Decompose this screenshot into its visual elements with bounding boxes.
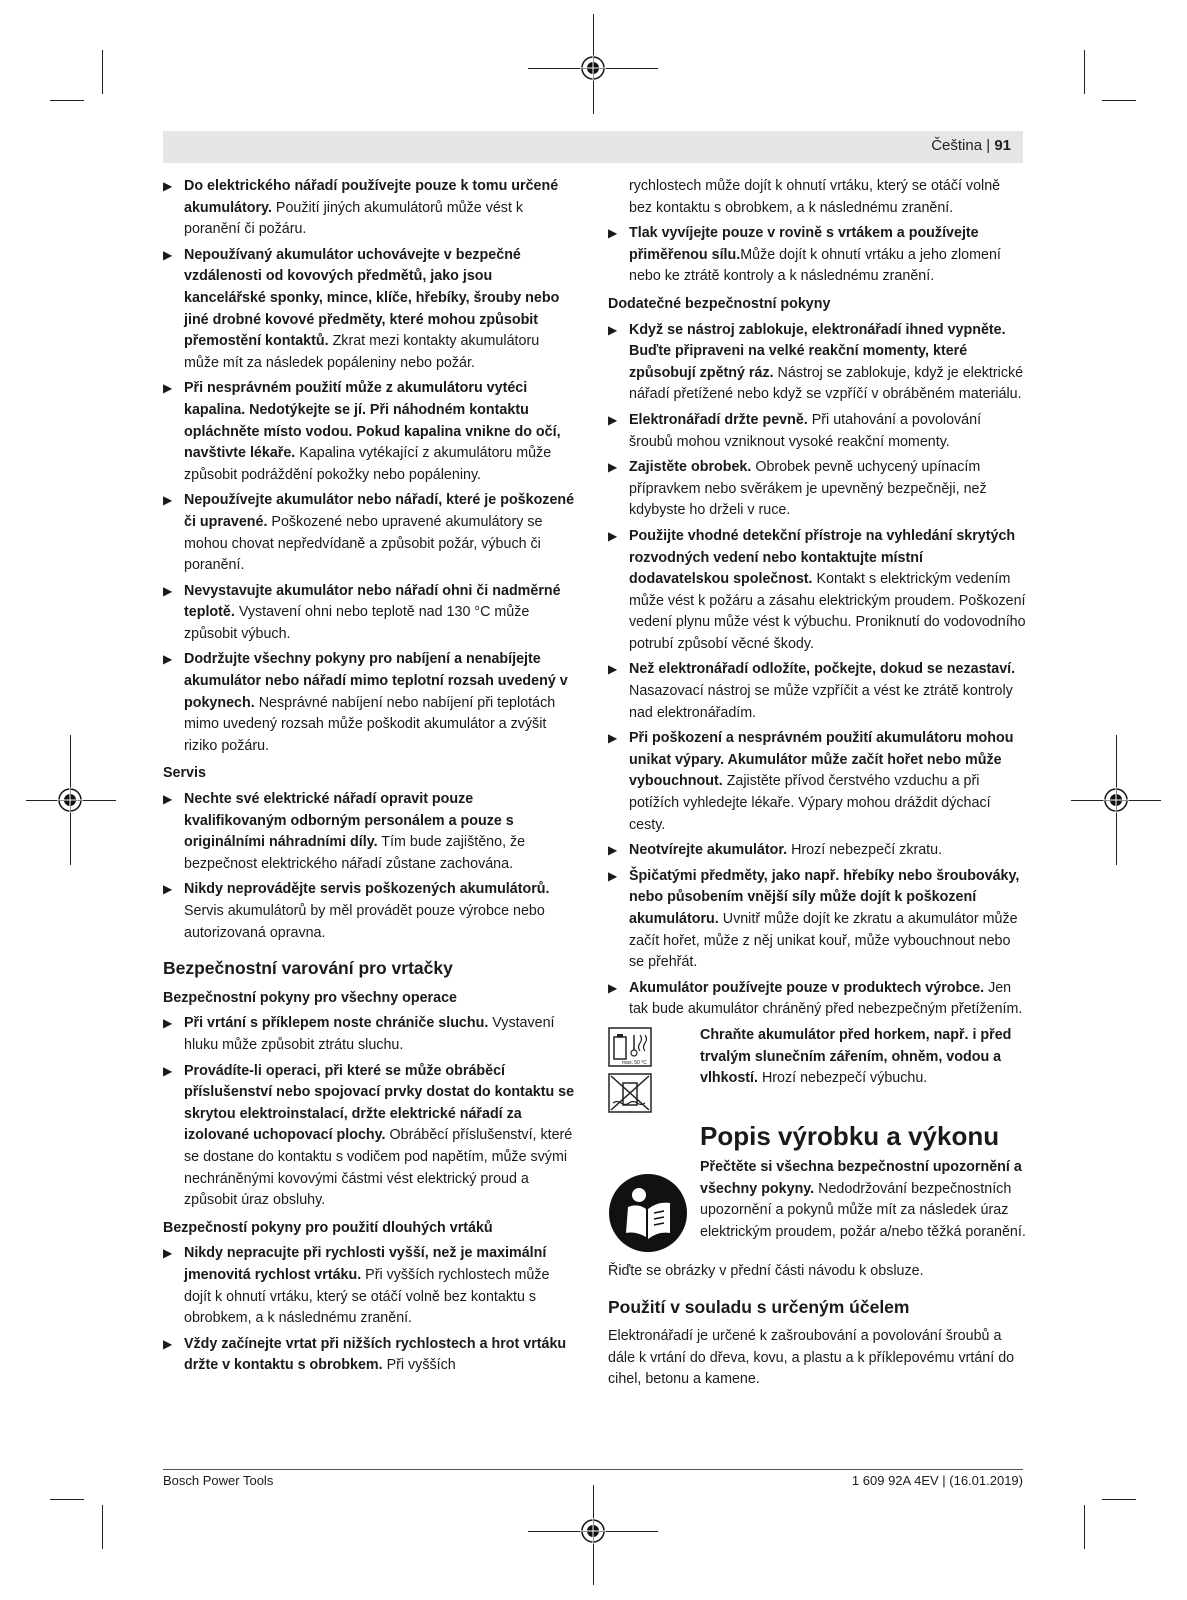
- crop-mark: [102, 50, 103, 94]
- bullet-list-pressure: [608, 223, 1026, 288]
- servis-heading: Servis: [163, 765, 206, 782]
- bullet-item: [608, 457, 1026, 522]
- bullet-text: Zkrat mezi kontakty akumulátoru může mít za následek popáleniny nebo požár.: [184, 333, 540, 371]
- footer-brand: Bosch Power Tools: [163, 1473, 274, 1488]
- bullet-arrow-icon: ▶: [608, 460, 618, 475]
- crop-mark: [50, 1499, 84, 1500]
- bullet-arrow-icon: ▶: [163, 1063, 173, 1078]
- crop-mark: [1084, 50, 1085, 94]
- heat-icons: [608, 1027, 652, 1113]
- product-heading: Popis výrobku a výkonu: [700, 1120, 1000, 1151]
- bullet-bold-text: Při vrtání s příklepem noste chrániče sluchu.: [184, 1015, 489, 1032]
- bullet-item: [608, 410, 1026, 453]
- bullet-bold-text: Provádíte-li operaci, při které se může obráběcí příslušenství nebo spojovací prvky dostat do kontaktu se skrytou elektroinstalací, držte elektrické nářadí za izolované uchopovací plochy.: [184, 1062, 575, 1144]
- bullet-arrow-icon: ▶: [608, 662, 618, 677]
- bullet-arrow-icon: ▶: [608, 980, 618, 995]
- bullet-arrow-icon: ▶: [163, 792, 173, 807]
- registration-mark-icon: [580, 55, 606, 81]
- bullet-bold-text: Nechte své elektrické nářadí opravit pouze kvalifikovaným odborným personálem a pouze s originálními náhradními díly.: [184, 791, 514, 851]
- bullet-item: [608, 223, 1026, 288]
- header-separator: |: [986, 137, 991, 154]
- bullet-item: [163, 879, 578, 944]
- bullet-arrow-icon: ▶: [163, 652, 173, 667]
- bullet-bold-text: Použijte vhodné detekční přístroje na vyhledání skrytých rozvodných vedení nebo kontaktujte místní dodavatelskou společnost.: [629, 527, 1016, 588]
- bullet-list-all-ops: [163, 1013, 578, 1211]
- bullet-text: Servis akumulátorů by měl provádět pouze výrobce nebo autorizovaná opravna.: [184, 903, 545, 941]
- bullet-text: Kontakt s elektrickým vedením může vést k požáru a zásahu elektrickým proudem. Poškození vedení plynu může vést k výbuchu. Proniknutí do vodovodního potrubí způsobí věcné škody.: [629, 571, 1026, 652]
- bullet-arrow-icon: ▶: [163, 1016, 173, 1031]
- bullet-text: Jen tak bude akumulátor chráněný před nebezpečným přetížením.: [629, 979, 1023, 1018]
- bullet-item: [163, 378, 578, 486]
- bullet-item: [163, 1013, 578, 1056]
- bullet-item: [163, 581, 578, 646]
- bullet-bold-text: Nepoužívaný akumulátor uchovávejte v bezpečné vzdálenosti od kovových předmětů, jako jsou kancelářské sponky, mince, klíče, hřebíky, šrouby nebo jiné drobné kovové předměty, které mohou způsobit přemostění kontaktů.: [184, 246, 560, 350]
- bullet-bold-text: Nikdy nepracujte při rychlosti vyšší, než je maximální jmenovitá rychlost vrtáku.: [184, 1245, 547, 1283]
- heat-notice: [608, 1025, 1026, 1111]
- read-manual-icon: [608, 1173, 688, 1253]
- header-text: [931, 137, 1011, 154]
- crop-mark: [1102, 1499, 1136, 1500]
- bullet-bold-text: Do elektrického nářadí používejte pouze k tomu určené akumulátory.: [184, 178, 559, 216]
- bullet-bold-text: Akumulátor používejte pouze v produktech výrobce.: [629, 979, 985, 996]
- bullet-text: Obrobek pevně uchycený upínacím přípravkem nebo svěrákem je upevněný bezpečněji, než kdybyste ho drželi v ruce.: [629, 459, 987, 519]
- bullet-text: Vystavení hluku může způsobit ztrátu sluchu.: [184, 1015, 555, 1053]
- bullet-item: [608, 728, 1026, 836]
- read-notice-bold: Přečtěte si všechna bezpečnostní upozornění a všechny pokyny.: [700, 1158, 1022, 1197]
- bullet-text: Nasazovací nástroj se může vzpříčit a vést ke ztrátě kontroly nad elektronářadím.: [629, 683, 1013, 721]
- bullet-text: Uvnitř může dojít ke zkratu a akumulátor může začít hořet, může z něj unikat kouř, může vybouchnout nebo se přehřát.: [629, 911, 1018, 971]
- bullet-arrow-icon: ▶: [608, 226, 618, 241]
- bullet-arrow-icon: ▶: [608, 731, 618, 746]
- read-icons: [608, 1173, 688, 1261]
- bullet-arrow-icon: ▶: [608, 868, 618, 883]
- bullet-text: Zajistěte přívod čerstvého vzduchu a při potížích vyhledejte lékaře. Výpary mohou dráždit dýchací cesty.: [629, 773, 991, 833]
- intended-use-heading: Použití v souladu s určeným účelem: [608, 1296, 910, 1317]
- bullet-bold-text: Při nesprávném použití může z akumulátoru vytéci kapalina. Nedotýkejte se jí. Při náhodném kontaktu opláchněte místo vodou. Pokud kapalina vnikne do očí, navštivte lékaře.: [184, 380, 561, 462]
- all-ops-heading: Bezpečnostní pokyny pro všechny operace: [163, 989, 457, 1006]
- page-number: 91: [994, 137, 1011, 154]
- bullet-arrow-icon: ▶: [163, 583, 173, 598]
- registration-mark-icon: [1103, 787, 1129, 813]
- bullet-text: Nesprávné nabíjení nebo nabíjení při teplotách mimo uvedený rozsah může poškodit akumulátor a zvýšit riziko požáru.: [184, 694, 556, 754]
- bullet-bold-text: Nikdy neprovádějte servis poškozených akumulátorů.: [184, 881, 550, 898]
- bullet-item: [163, 649, 578, 757]
- bullet-arrow-icon: ▶: [163, 1246, 173, 1261]
- read-notice: [608, 1157, 1026, 1257]
- bullet-bold-text: Elektronářadí držte pevně.: [629, 411, 808, 428]
- heat-notice-text: Hrozí nebezpečí výbuchu.: [758, 1070, 928, 1087]
- registration-mark-icon: [580, 1518, 606, 1544]
- additional-heading: Dodatečné bezpečnostní pokyny: [608, 295, 831, 312]
- bullet-text: Vystavení ohni nebo teplotě nad 130 °C může způsobit výbuch.: [184, 604, 530, 642]
- bullet-arrow-icon: ▶: [163, 882, 173, 897]
- bullet-text: Obráběcí příslušenství, které se dostane do kontaktu s vodičem pod napětím, může svými nechráněnými kovovými částmi vést elektrický proud a způsobit úraz obsluhy.: [184, 1127, 573, 1209]
- bullet-item: [163, 245, 578, 375]
- heat-notice-bold: Chraňte akumulátor před horkem, např. i před trvalým slunečním zářením, ohněm, vodou a vlhkostí.: [700, 1026, 1012, 1087]
- registration-mark-icon: [57, 787, 83, 813]
- bullet-arrow-icon: ▶: [163, 179, 173, 193]
- footer-rule: [163, 1469, 1023, 1470]
- header-language: Čeština: [931, 137, 983, 154]
- bullet-bold-text: Tlak vyvíjejte pouze v rovině s vrtákem a používejte přiměřenou sílu.: [629, 225, 979, 263]
- bullet-item: [608, 526, 1026, 656]
- bullet-item: [608, 840, 1026, 862]
- bullet-text: Při vyšších rychlostech může dojít k ohnutí vrtáku, který se otáčí volně bez kontaktu s obrobkem, a k následnému zranění.: [184, 1266, 550, 1327]
- figures-note: Řiďte se obrázky v přední části návodu k obsluze.: [608, 1262, 924, 1279]
- crop-mark: [1102, 100, 1136, 101]
- bullet-item: [163, 490, 578, 576]
- bullet-text: Hrozí nebezpečí zkratu.: [787, 842, 943, 859]
- battery-water-crossed-icon: [608, 1073, 652, 1113]
- bullet-bold-text: Nevystavujte akumulátor nebo nářadí ohni či nadměrné teplotě.: [184, 582, 561, 621]
- crop-mark: [50, 100, 84, 101]
- bullet-bold-text: Než elektronářadí odložíte, počkejte, dokud se nezastaví.: [629, 661, 1016, 678]
- bullet-bold-text: Vždy začínejte vrtat při nižších rychlostech a hrot vrtáku držte v kontaktu s obrobkem.: [184, 1335, 567, 1374]
- bullet-bold-text: Nepoužívejte akumulátor nebo nářadí, které je poškozené či upravené.: [184, 492, 575, 530]
- bullet-arrow-icon: ▶: [163, 381, 173, 396]
- bullet-arrow-icon: ▶: [163, 493, 173, 508]
- bullet-item: [163, 1243, 578, 1329]
- bullet-arrow-icon: ▶: [608, 843, 618, 858]
- drill-safety-heading: Bezpečnostní varování pro vrtačky: [163, 958, 453, 979]
- bullet-list-servis: [163, 789, 578, 944]
- right-column: [608, 176, 1026, 1395]
- bullet-item: [608, 866, 1026, 974]
- bullet-bold-text: Když se nástroj zablokuje, elektronářadí ihned vypněte. Buďte připraveni na velké reakční momenty, které způsobují zpětný ráz.: [629, 321, 1006, 381]
- continuation-text: rychlostech může dojít k ohnutí vrtáku, který se otáčí volně bez kontaktu s obrobkem, a k následnému zranění.: [629, 178, 1001, 216]
- bullet-text: Použití jiných akumulátorů může vést k poranění či požáru.: [184, 199, 524, 238]
- bullet-bold-text: Neotvírejte akumulátor.: [629, 842, 788, 859]
- bullet-item: [163, 789, 578, 875]
- bullet-item: [608, 659, 1026, 724]
- bullet-item: [608, 978, 1026, 1021]
- bullet-arrow-icon: ▶: [163, 1336, 173, 1351]
- bullet-text: Kapalina vytékající z akumulátoru může způsobit podráždění pokožky nebo popáleniny.: [184, 445, 552, 483]
- crop-mark: [1084, 1505, 1085, 1549]
- bullet-text: Může dojít k ohnutí vrtáku a jeho zlomení nebo ke ztrátě kontroly a k následnému zranění.: [629, 246, 1001, 285]
- battery-heat-icon: [608, 1027, 652, 1067]
- bullet-text: Nástroj se zablokuje, když je elektrické nářadí přetížené nebo když se vzpříčí v obráběném materiálu.: [629, 364, 1024, 403]
- heat-icon-label: max. 50 °C: [622, 1059, 647, 1066]
- bullet-bold-text: Dodržujte všechny pokyny pro nabíjení a nenabíjejte akumulátor nebo nářadí mimo teplotní rozsah uvedený v pokynech.: [184, 651, 568, 711]
- bullet-text: Při vyšších: [382, 1357, 456, 1374]
- bullet-item: [163, 1061, 578, 1212]
- bullet-text: Při utahování a povolování šroubů mohou vzniknout vysoké reakční momenty.: [629, 411, 982, 450]
- page-header: [163, 131, 1023, 163]
- bullet-list-additional: [608, 320, 1026, 1021]
- bullet-bold-text: Špičatými předměty, jako např. hřebíky nebo šroubováky, nebo působením vnější síly může dojít k poškození akumulátoru.: [629, 867, 1020, 927]
- bullet-bold-text: Při poškození a nesprávném použití akumulátoru mohou unikat výpary. Akumulátor může začít hořet nebo může vybouchnout.: [629, 730, 1014, 790]
- bullet-arrow-icon: ▶: [608, 322, 618, 337]
- crop-mark: [102, 1505, 103, 1549]
- bullet-text: Tím bude zajištěno, že bezpečnost elektrického nářadí zůstane zachována.: [184, 834, 526, 872]
- read-notice-text: Nedodržování bezpečnostních upozornění a pokynů může mít za následek úraz elektrickým proudem, požár a/nebo těžká poranění.: [700, 1180, 1026, 1240]
- bullet-list-long-bits: [163, 1243, 578, 1377]
- bullet-item: [608, 320, 1026, 406]
- bullet-arrow-icon: ▶: [608, 412, 618, 427]
- bullet-item: [163, 176, 578, 241]
- bullet-item: [163, 1334, 578, 1377]
- bullet-list-battery: [163, 176, 578, 757]
- bullet-text: Poškozené nebo upravené akumulátory se mohou chovat nepředvídaně a způsobit požár, výbuch či poranění.: [184, 513, 543, 574]
- bullet-arrow-icon: ▶: [163, 247, 173, 262]
- intended-use-text: Elektronářadí je určené k zašroubování a povolování šroubů a dále k vrtání do dřeva, kovu, a plastu a k příklepovému vrtání do cihel, betonu a kamene.: [608, 1328, 1015, 1388]
- left-column: [163, 176, 578, 1381]
- bullet-bold-text: Zajistěte obrobek.: [629, 459, 752, 476]
- bullet-arrow-icon: ▶: [608, 528, 618, 543]
- footer-doc-id: 1 609 92A 4EV | (16.01.2019): [851, 1473, 1023, 1488]
- long-bits-heading: Bezpečností pokyny pro použití dlouhých vrtáků: [163, 1219, 493, 1236]
